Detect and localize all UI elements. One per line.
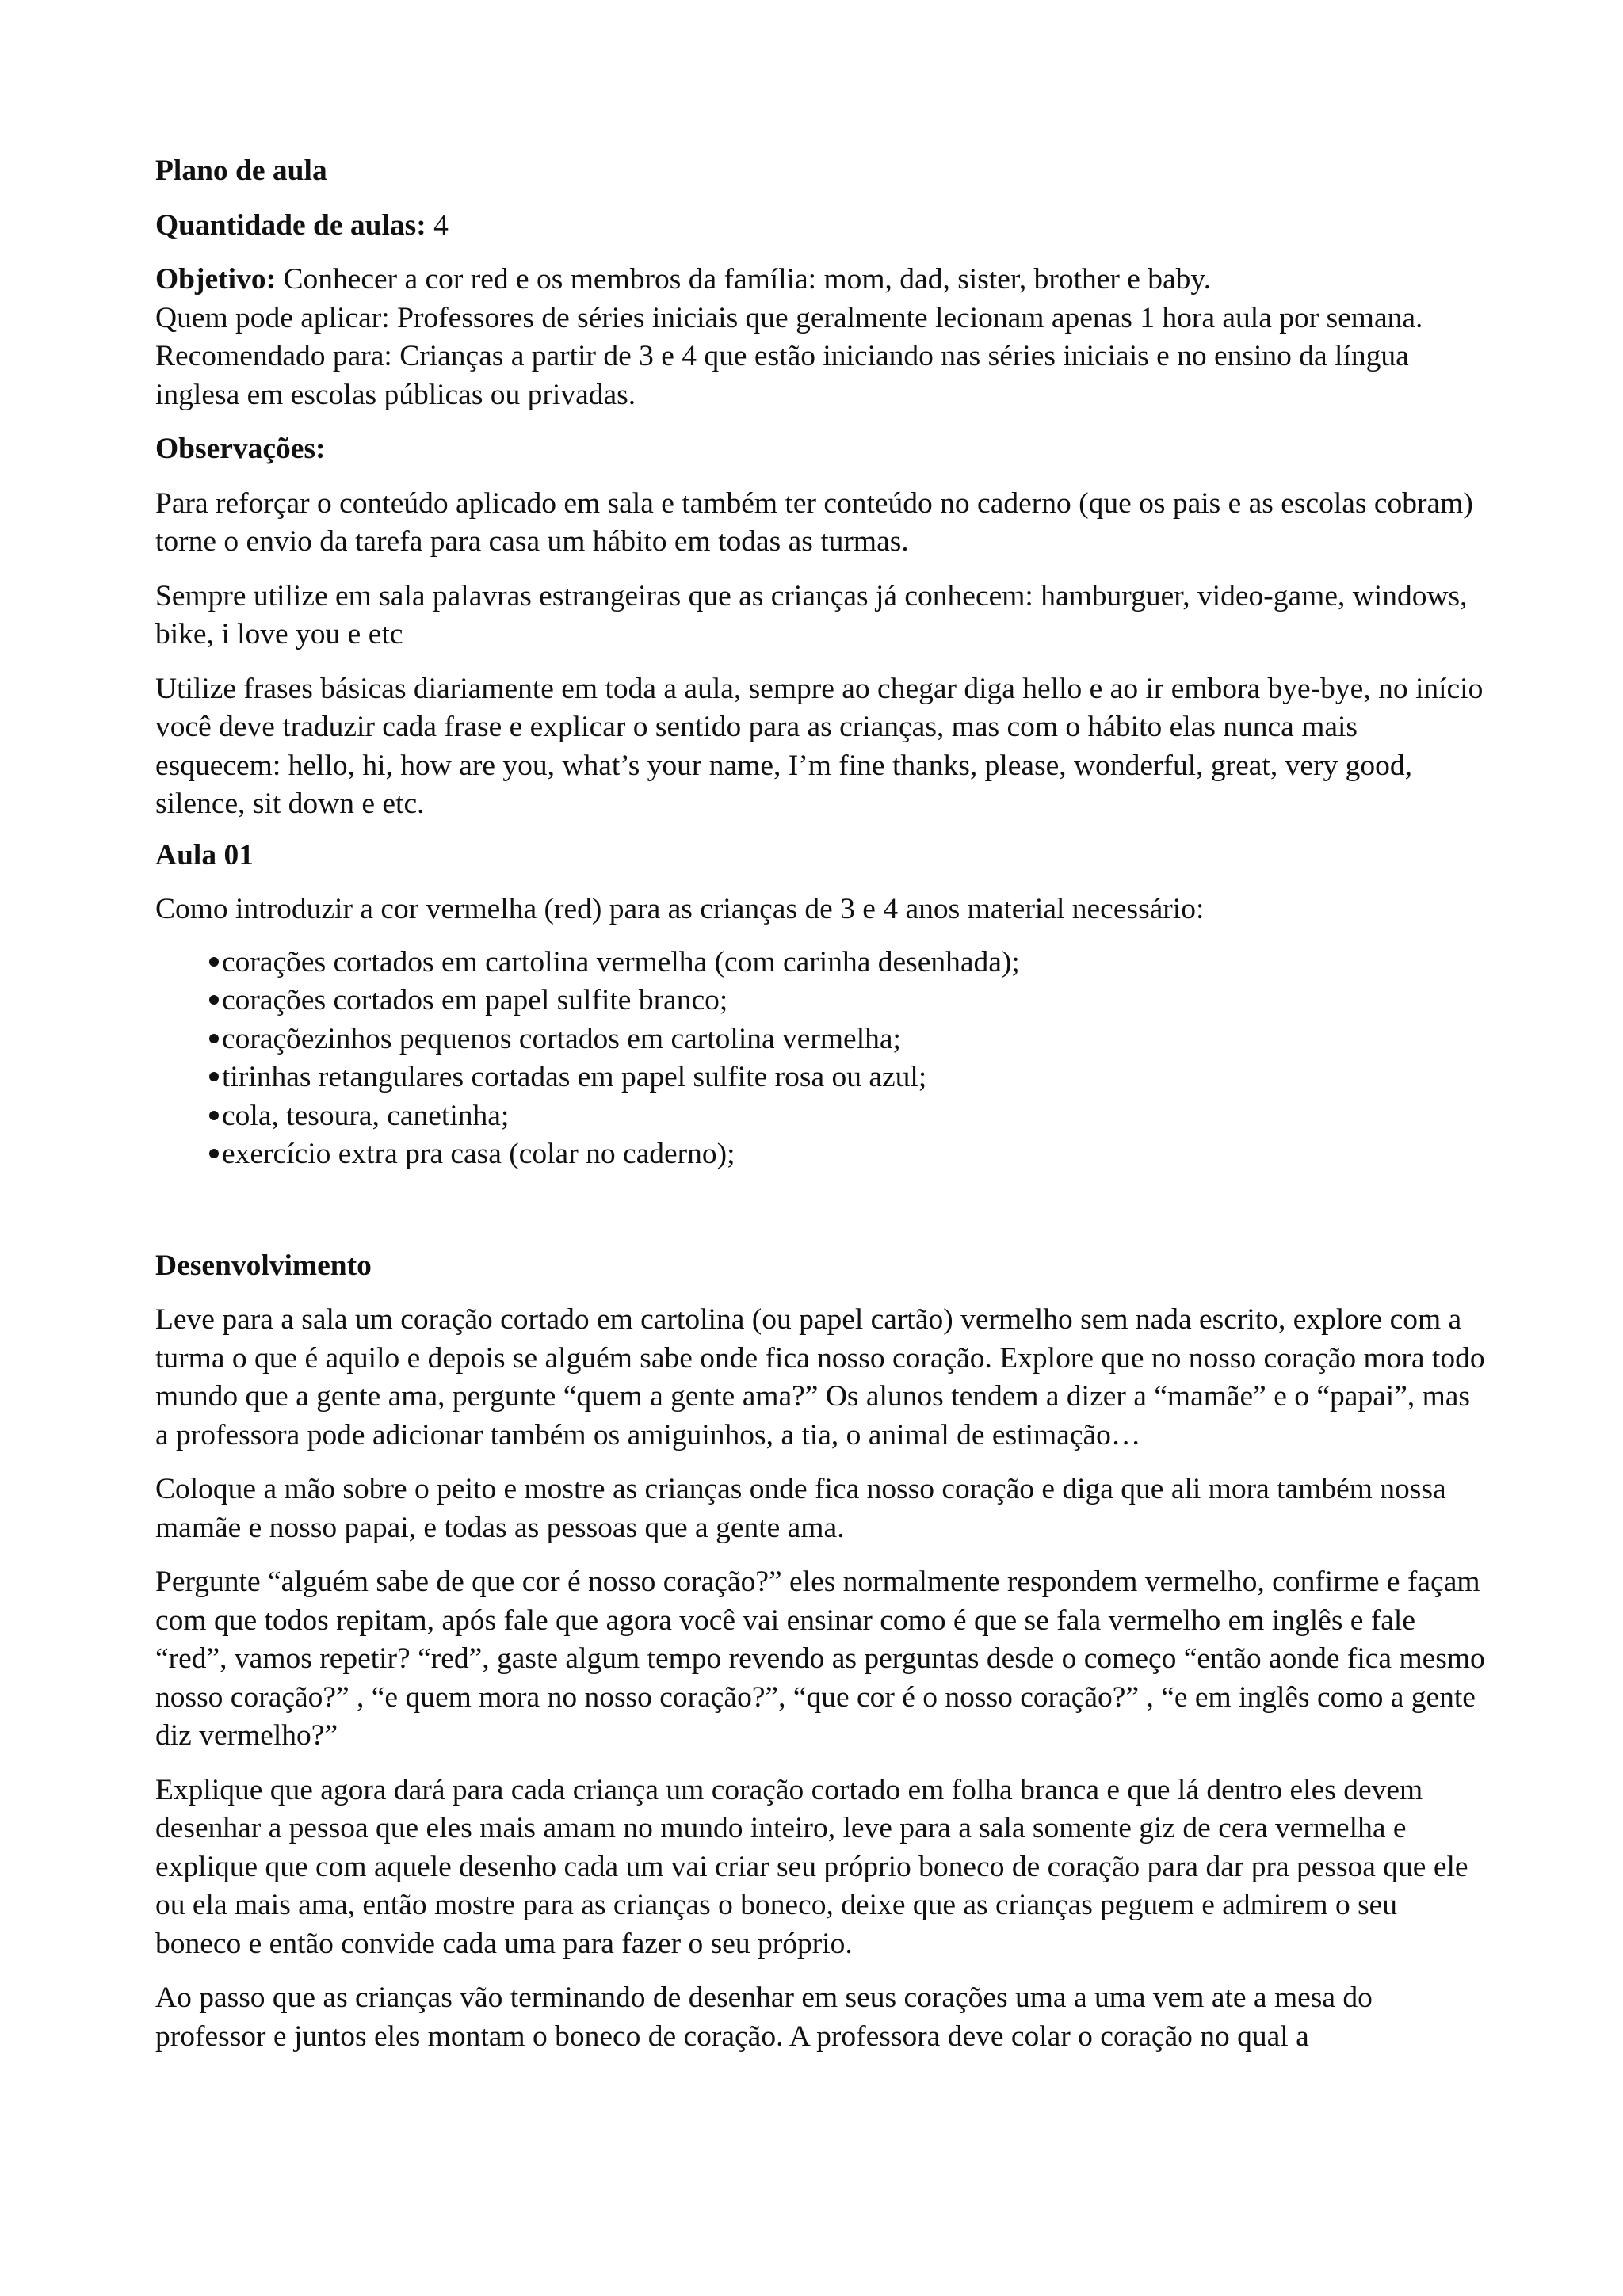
desenvolvimento-paragraph-2: Coloque a mão sobre o peito e mostre as crianças onde fica nosso coração e diga que ali mora também nossa mamãe e nosso papai, e todas as pessoas que a gente ama. xyxy=(155,1473,1446,1544)
list-item: corações cortados em papel sulfite branco; xyxy=(209,982,1487,1020)
document-page xyxy=(155,152,1487,2056)
desenvolvimento-paragraph-3: Pergunte “alguém sabe de que cor é nosso coração?” eles normalmente respondem vermelho, confirme e façam com que todos repitam, após fale que agora você vai ensinar como é que se fala vermelho em inglês e fale “red”, vamos repetir? “red”, gaste algum tempo revendo as perguntas desde o começo “então aonde fica mesmo nosso coração?” , “e quem mora no nosso coração?”, “que cor é o nosso coração?” , “e em inglês como a gente diz vermelho?” xyxy=(155,1566,1485,1752)
observacoes-heading: Observações: xyxy=(155,433,326,465)
desenvolvimento-heading: Desenvolvimento xyxy=(155,1249,372,1282)
bullet-icon xyxy=(209,1034,219,1043)
materials-list xyxy=(155,944,1487,1174)
aula-intro: Como introduzir a cor vermelha (red) para as crianças de 3 e 4 anos material necessário: xyxy=(155,893,1205,925)
aula-heading: Aula 01 xyxy=(155,838,254,871)
doc-title: Plano de aula xyxy=(155,154,327,187)
desenvolvimento-paragraph-4: Explique que agora dará para cada criança um coração cortado em folha branca e que lá dentro eles devem desenhar a pessoa que eles mais amam no mundo inteiro, leve para a sala somente giz de cera vermelha e explique que com aquele desenho cada um vai criar seu próprio boneco de coração para dar pra pessoa que ele ou ela mais ama, então mostre para as crianças o boneco, deixe que as crianças peguem e admirem o seu boneco e então convide cada uma para fazer o seu próprio. xyxy=(155,1773,1468,1960)
observacoes-paragraph-2: Sempre utilize em sala palavras estrangeiras que as crianças já conhecem: hamburguer, video-game, windows, bike, i love you e etc xyxy=(155,579,1468,650)
bullet-icon xyxy=(209,1072,219,1081)
observacoes-paragraph-1: Para reforçar o conteúdo aplicado em sala e também ter conteúdo no caderno (que os pais e as escolas cobram) torne o envio da tarefa para casa um hábito em todas as turmas. xyxy=(155,486,1473,558)
observacoes-paragraph-3: Utilize frases básicas diariamente em toda a aula, sempre ao chegar diga hello e ao ir embora bye-bye, no início você deve traduzir cada frase e explicar o sentido para as crianças, mas com o hábito elas nunca mais esquecem: hello, hi, how are you, what’s your name, I’m fine thanks, please, wonderful, great, very good, silence, sit down e etc. xyxy=(155,672,1484,820)
quantidade-value: 4 xyxy=(426,208,449,242)
bullet-icon xyxy=(209,995,219,1005)
bullet-icon xyxy=(209,957,219,967)
quantidade-line xyxy=(155,207,1487,246)
list-item: exercício extra pra casa (colar no caderno); xyxy=(209,1135,1487,1174)
list-item: coraçõezinhos pequenos cortados em cartolina vermelha; xyxy=(209,1020,1487,1059)
quantidade-label: Quantidade de aulas: xyxy=(155,208,426,242)
objetivo-text: Conhecer a cor red e os membros da família: mom, dad, sister, brother e baby. xyxy=(276,263,1212,296)
objetivo-line xyxy=(155,261,1487,299)
list-item: corações cortados em cartolina vermelha (com carinha desenhada); xyxy=(209,944,1487,982)
bullet-icon xyxy=(209,1149,219,1158)
quem-pode-aplicar: Quem pode aplicar: Professores de séries iniciais que geralmente lecionam apenas 1 hora aula por semana. xyxy=(155,301,1423,334)
bullet-icon xyxy=(209,1111,219,1120)
desenvolvimento-paragraph-5: Ao passo que as crianças vão terminando de desenhar em seus corações uma a uma vem ate a mesa do professor e juntos eles montam o boneco de coração. A professora deve colar o coração no qual a xyxy=(155,1981,1373,2053)
objetivo-label: Objetivo: xyxy=(155,263,277,296)
list-item: cola, tesoura, canetinha; xyxy=(209,1097,1487,1136)
desenvolvimento-paragraph-1: Leve para a sala um coração cortado em cartolina (ou papel cartão) vermelho sem nada escrito, explore com a turma o que é aquilo e depois se alguém sabe onde fica nosso coração. Explore que no nosso coração mora todo mundo que a gente ama, pergunte “quem a gente ama?” Os alunos tendem a dizer a “mamãe” e o “papai”, mas a professora pode adicionar também os amiguinhos, a tia, o animal de estimação… xyxy=(155,1303,1485,1451)
recomendado-para: Recomendado para: Crianças a partir de 3 e 4 que estão iniciando nas séries iniciais e no ensino da língua inglesa em escolas públicas ou privadas. xyxy=(155,340,1409,411)
list-item: tirinhas retangulares cortadas em papel sulfite rosa ou azul; xyxy=(209,1058,1487,1097)
